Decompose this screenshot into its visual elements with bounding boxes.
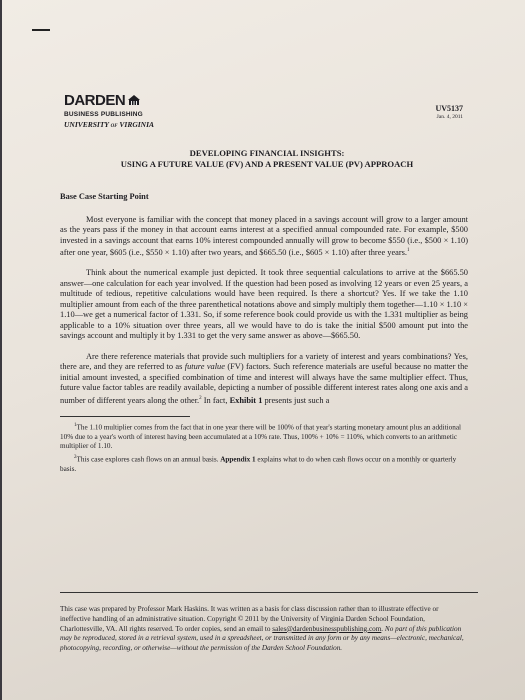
case-date: Jan. 4, 2011 — [436, 114, 463, 120]
darden-logo — [64, 92, 214, 129]
exhibit-1-ref: Exhibit 1 — [229, 395, 263, 405]
document-title — [62, 148, 472, 170]
title-line-1: DEVELOPING FINANCIAL INSIGHTS: — [189, 148, 345, 158]
footnote-ref-1: 1 — [407, 248, 410, 253]
footnote-1: $^1$The 1.10 multiplier comes from the fact that in one year there will be 100% of that year's starting monetary amount plus an additional 10% due to a year's worth of interest having been accumulated at a 10% rate. Thus, 100% + 10% = 110%, which converts to an arithmetic multiplier of 1.10. — [60, 423, 462, 451]
logo-name: DARDEN — [64, 92, 126, 109]
case-number: UV5137 — [435, 104, 463, 113]
future-value-term: future value — [184, 362, 225, 372]
document-body — [60, 192, 468, 475]
section-heading: Base Case Starting Point — [60, 192, 149, 201]
paragraph-2: Think about the numerical example just depicted. It took three sequential calculations to arrive at the $665.50 answer—one calculation for each year involved. If the question had been posed as involving 12 years or even 25 years, a multitude of tedious, repetitive calculations would have been required. Is there a shortcut? Yes. If we take the 1.10 multiplier amount from each of the three parenthetical notations above and simply multiply them together—1.10 × 1.10 × 1.10—we get a numerical factor of 1.331. So, if some reference book could provide us with the 1.331 multiplier as being applicable to a 10% situation over three years, all we would have to do is take the initial $500 amount put into the savings account and multiply it by 1.331 to get the very same answer as above—$665.50. — [60, 268, 468, 341]
footnote-ref-2: 2 — [199, 395, 202, 401]
case-identifier — [435, 104, 463, 120]
footnote-2: $^2$This case explores cash flows on an annual basis. Appendix 1 explains what to do when cash flows occur on a monthly or quarterly basis. — [60, 454, 457, 473]
rotunda-icon — [127, 94, 141, 106]
document-page — [2, 0, 525, 700]
logo-university: UNIVERSITY of VIRGINIA — [64, 120, 155, 129]
paragraph-1: Most everyone is familiar with the concept that money placed in a savings account will grow to a larger amount as the years pass if the money in that account earns interest at a specified annual compounded rate. For example, $500 invested in a savings account that earns 10% interest compounded annually will grow to become $550 (i.e., $500 × 1.10) after one year, $605 (i.e., $550 × 1.10) after two years, and $665.50 (i.e., $605 × 1.10) after three years.$^1$ — [60, 214, 468, 257]
appendix-1-ref: Appendix 1 — [220, 455, 256, 464]
logo-subtitle: BUSINESS PUBLISHING — [64, 111, 143, 118]
sales-email-link[interactable]: sales@dardenbusinesspublishing.com — [272, 624, 382, 633]
paragraph-3: Are there reference materials that provide such multipliers for a variety of interest and years combinations? Yes, there are, and they are referred to as future value (FV) factors. Such reference materials are useful because no matter the initial amount invested, a specified combination of time and interest will always have the same multiplier effect. Thus, future value factor tables are readily available, depicting a number of possible different interest rates along one axis and a number of different years along the other.$^2$ In fact, Exhibit 1 presents just such a — [60, 351, 468, 405]
title-line-2: USING A FUTURE VALUE (FV) AND A PRESENT VALUE (PV) APPROACH — [120, 159, 414, 169]
pen-mark — [32, 29, 50, 31]
copyright-footer: This case was prepared by Professor Mark Haskins. It was written as a basis for class discussion rather than to illustrate effective or ineffective handling of an administrative situation. Copyright © 2011 by the University of Virginia Darden School Foundation, Charlottesville, VA. All rights reserved. To order copies, send an email to sales@dardenbusinesspublishing.com. No part of this publication may be reproduced, stored in a retrieval system, used in a spreadsheet, or transmitted in any form or by any means—electronic, mechanical, photocopying, recording, or otherwise—without the permission of the Darden School Foundation. — [60, 605, 464, 653]
footnote-divider — [60, 416, 190, 417]
footer-divider — [60, 592, 478, 593]
